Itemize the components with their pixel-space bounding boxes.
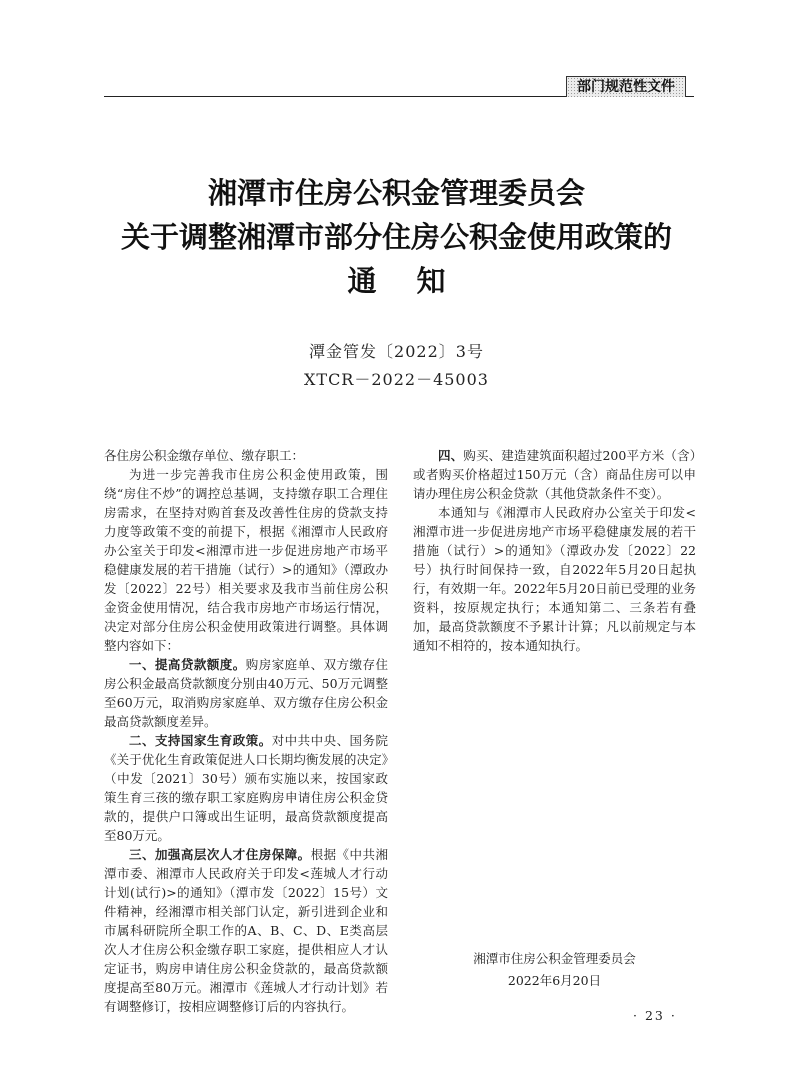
item-3-paragraph — [104, 845, 388, 1016]
item-2-text: 对中共中央、国务院《关于优化生育政策促进人口长期均衡发展的决定》（中发〔2021〕30号）颁布实施以来，按国家政策生育三孩的缴存职工家庭购房申请住房公积金贷款的，提供户口簿或出生证明，最高贷款额度提高至80万元。 — [104, 733, 388, 843]
item-3-text: 根据《中共湘潭市委、湘潭市人民政府关于印发<莲城人才行动计划(试行)>的通知》（潭市发〔2022〕15号）文件精神，经湘潭市相关部门认定，新引进到企业和市属科研院所全职工作的A、B、C、D、E类高层次人才住房公积金缴存职工家庭，提供相应人才认定证书，购房申请住房公积金贷款的，最高贷款额度提高至80万元。湘潭市《莲城人才行动计划》若有调整修订，按相应调整修订后的内容执行。 — [104, 847, 388, 1014]
item-1-heading: 一、提高贷款额度。 — [129, 657, 246, 672]
title-line-3: 通知 — [347, 264, 486, 298]
signature-organization: 湘潭市住房公积金管理委员会 — [473, 951, 636, 966]
item-3-heading: 三、加强高层次人才住房保障。 — [129, 847, 311, 862]
salutation: 各住房公积金缴存单位、缴存职工： — [104, 448, 305, 463]
body-column-left — [104, 446, 388, 1016]
item-4-heading: 四、 — [438, 448, 464, 463]
title-line-1: 湘潭市住房公积金管理委员会 — [207, 176, 585, 210]
intro-paragraph: 为进一步完善我市住房公积金使用政策，围绕“房住不炒”的调控总基调，支持缴存职工合理住房需求，在坚持对购首套及改善性住房的贷款支持力度等政策不变的前提下，根据《湘潭市人民政府办公室关于印发<湘潭市进一步促进房地产市场平稳健康发展的若干措施（试行）>的通知》（潭政办发〔2022〕22号）相关要求及我市当前住房公积金资金使用情况，结合我市房地产市场运行情况，决定对部分住房公积金使用政策进行调整。具体调整内容如下： — [104, 467, 388, 653]
item-2-paragraph — [104, 731, 388, 845]
body-column-right — [413, 446, 696, 655]
document-number: 潭金管发〔2022〕3号 — [309, 342, 484, 361]
closing-paragraph: 本通知与《湘潭市人民政府办公室关于印发<湘潭市进一步促进房地产市场平稳健康发展的若干措施（试行）>的通知》（潭政办发〔2022〕22号）执行时间保持一致，自2022年5月20日起执行，有效期一年。2022年5月20日前已受理的业务资料，按原规定执行；本通知第二、三条若有叠加，最高贷款额度不予累计计算；凡以前规定与本通知不相符的，按本通知执行。 — [413, 505, 696, 653]
item-4-text: 购买、建造建筑面积超过200平方米（含）或者购买价格超过150万元（含）商品住房可以申请办理住房公积金贷款（其他贷款条件不变）。 — [413, 448, 696, 501]
document-code: XTCR－2022－45003 — [304, 370, 489, 389]
title-line-2: 关于调整湘潭市部分住房公积金使用政策的 — [120, 220, 672, 254]
item-4-paragraph — [413, 446, 696, 503]
item-1-text: 购房家庭单、双方缴存住房公积金最高贷款额度分别由40万元、50万元调整至60万元，取消购房家庭单、双方缴存住房公积金最高贷款额度差异。 — [104, 657, 388, 729]
item-2-heading: 二、支持国家生育政策。 — [129, 733, 272, 748]
signature-date: 2022年6月20日 — [507, 973, 602, 988]
section-tag: 部门规范性文件 — [566, 76, 686, 97]
page-number: · 23 · — [633, 1008, 677, 1023]
item-1-paragraph — [104, 655, 388, 731]
